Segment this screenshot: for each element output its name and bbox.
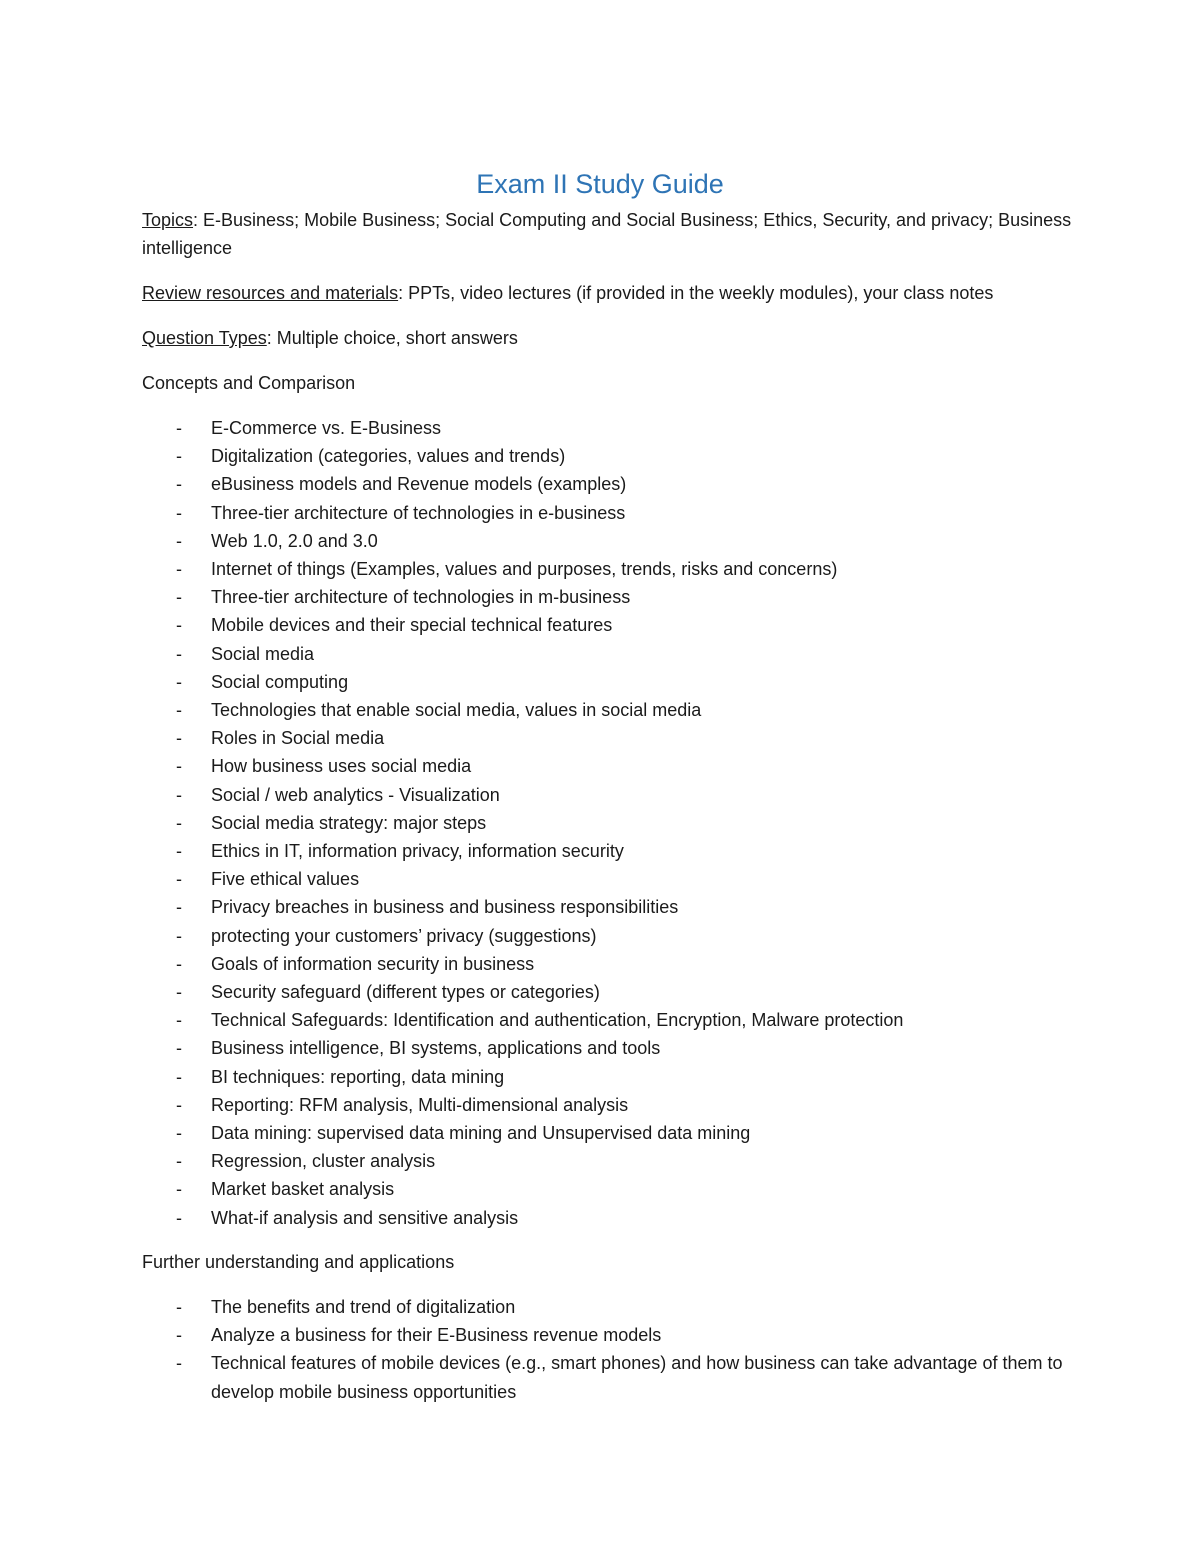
concept-item-text: Data mining: supervised data mining and Unsupervised data mining xyxy=(211,1123,751,1144)
concept-item-text: Regression, cluster analysis xyxy=(211,1151,436,1172)
concept-list-item xyxy=(142,837,1072,865)
concept-list-item xyxy=(142,1034,1072,1062)
bullet-dash: - xyxy=(176,1038,182,1059)
concept-item-text: Reporting: RFM analysis, Multi-dimensional analysis xyxy=(211,1094,629,1115)
concept-list-item xyxy=(142,809,1072,837)
bullet-dash: - xyxy=(176,1296,182,1317)
application-list-item xyxy=(142,1321,1072,1349)
bullet-dash: - xyxy=(176,1094,182,1115)
concept-list-item xyxy=(142,555,1072,583)
concept-item-text: Web 1.0, 2.0 and 3.0 xyxy=(211,530,378,551)
concept-item-text: Social / web analytics - Visualization xyxy=(211,784,500,805)
concept-list-item xyxy=(142,1204,1072,1232)
concept-item-text: BI techniques: reporting, data mining xyxy=(211,1066,505,1087)
concept-list-item xyxy=(142,1091,1072,1119)
bullet-dash: - xyxy=(176,925,182,946)
concept-item-text: Internet of things (Examples, values and purposes, trends, risks and concerns) xyxy=(211,559,838,580)
bullet-dash: - xyxy=(176,1151,182,1172)
concept-list-item xyxy=(142,470,1072,498)
bullet-dash: - xyxy=(176,559,182,580)
bullet-dash: - xyxy=(176,812,182,833)
concept-item-text: Goals of information security in business xyxy=(211,953,535,974)
concept-item-text: Privacy breaches in business and business responsibilities xyxy=(211,897,679,918)
bullet-dash: - xyxy=(176,784,182,805)
concept-list-item xyxy=(142,781,1072,809)
application-item-text: The benefits and trend of digitalization xyxy=(211,1296,516,1317)
bullet-dash: - xyxy=(176,700,182,721)
concept-list-item xyxy=(142,724,1072,752)
bullet-dash: - xyxy=(176,643,182,664)
concept-item-text: Market basket analysis xyxy=(211,1179,395,1200)
bullet-dash: - xyxy=(176,530,182,551)
concept-list-item xyxy=(142,696,1072,724)
concept-list-item xyxy=(142,640,1072,668)
bullet-dash: - xyxy=(176,1010,182,1031)
bullet-dash: - xyxy=(176,756,182,777)
concept-list-item xyxy=(142,1119,1072,1147)
bullet-dash: - xyxy=(176,897,182,918)
concept-list-item xyxy=(142,978,1072,1006)
question-types-text: : Multiple choice, short answers xyxy=(266,328,518,348)
concept-item-text: What-if analysis and sensitive analysis xyxy=(211,1207,519,1228)
application-item-text: Technical features of mobile devices (e.g., smart phones) and how business can take advantage of them to develop mobile business opportunities xyxy=(211,1353,1063,1402)
bullet-dash: - xyxy=(176,728,182,749)
bullet-dash: - xyxy=(176,671,182,692)
topics-paragraph xyxy=(142,206,1072,262)
bullet-dash: - xyxy=(176,1207,182,1228)
concept-item-text: Ethics in IT, information privacy, information security xyxy=(211,841,624,862)
concept-item-text: E-Commerce vs. E-Business xyxy=(211,418,442,438)
question-types-paragraph xyxy=(142,324,1072,352)
concept-list-item xyxy=(142,442,1072,470)
topics-label: Topics xyxy=(142,210,194,230)
concept-item-text: eBusiness models and Revenue models (examples) xyxy=(211,474,627,495)
concept-list-item xyxy=(142,527,1072,555)
concept-item-text: protecting your customers’ privacy (suggestions) xyxy=(211,925,597,946)
application-list-item xyxy=(142,1293,1072,1321)
bullet-dash: - xyxy=(176,1325,182,1346)
bullet-dash: - xyxy=(176,841,182,862)
bullet-dash: - xyxy=(176,1179,182,1200)
resources-paragraph xyxy=(142,279,1072,307)
concepts-heading: Concepts and Comparison xyxy=(142,373,356,393)
bullet-dash: - xyxy=(176,502,182,523)
document-body xyxy=(142,206,1072,1422)
bullet-dash: - xyxy=(176,982,182,1003)
resources-label: Review resources and materials xyxy=(142,283,399,303)
concept-item-text: How business uses social media xyxy=(211,756,472,777)
concept-list-item xyxy=(142,611,1072,639)
topics-text: : E-Business; Mobile Business; Social Computing and Social Business; Ethics, Security, and privacy; Business intelligence xyxy=(142,210,1072,258)
bullet-dash: - xyxy=(176,615,182,636)
concepts-list xyxy=(142,414,1072,1232)
concept-item-text: Business intelligence, BI systems, applications and tools xyxy=(211,1038,661,1059)
concept-list-item xyxy=(142,1175,1072,1203)
concept-item-text: Three-tier architecture of technologies in m-business xyxy=(211,587,631,608)
bullet-dash: - xyxy=(176,587,182,608)
concept-list-item xyxy=(142,414,1072,442)
bullet-dash: - xyxy=(176,1123,182,1144)
concept-list-item xyxy=(142,668,1072,696)
bullet-dash: - xyxy=(176,953,182,974)
bullet-dash: - xyxy=(176,418,182,438)
concept-list-item xyxy=(142,499,1072,527)
application-list-item xyxy=(142,1349,1072,1405)
bullet-dash: - xyxy=(176,474,182,495)
concept-item-text: Digitalization (categories, values and trends) xyxy=(211,446,566,467)
concept-item-text: Three-tier architecture of technologies in e-business xyxy=(211,502,626,523)
concept-item-text: Social media strategy: major steps xyxy=(211,812,487,833)
concept-list-item xyxy=(142,752,1072,780)
concept-item-text: Technologies that enable social media, values in social media xyxy=(211,700,702,721)
concept-item-text: Mobile devices and their special technical features xyxy=(211,615,613,636)
application-item-text: Analyze a business for their E-Business revenue models xyxy=(211,1325,662,1346)
concept-list-item xyxy=(142,1147,1072,1175)
document-title: Exam II Study Guide xyxy=(476,169,724,199)
concept-item-text: Technical Safeguards: Identification and authentication, Encryption, Malware protection xyxy=(211,1010,904,1031)
concept-list-item xyxy=(142,1006,1072,1034)
concept-list-item xyxy=(142,583,1072,611)
bullet-dash: - xyxy=(176,869,182,890)
bullet-dash: - xyxy=(176,1066,182,1087)
concept-item-text: Five ethical values xyxy=(211,869,360,890)
bullet-dash: - xyxy=(176,1353,182,1374)
concept-list-item xyxy=(142,922,1072,950)
applications-list xyxy=(142,1293,1072,1406)
question-types-label: Question Types xyxy=(142,328,267,348)
bullet-dash: - xyxy=(176,446,182,467)
concept-item-text: Security safeguard (different types or categories) xyxy=(211,982,600,1003)
concept-list-item xyxy=(142,950,1072,978)
concept-item-text: Social computing xyxy=(211,671,349,692)
concept-list-item xyxy=(142,1063,1072,1091)
concept-list-item xyxy=(142,865,1072,893)
concept-item-text: Social media xyxy=(211,643,315,664)
applications-heading: Further understanding and applications xyxy=(142,1251,455,1272)
resources-text: : PPTs, video lectures (if provided in the weekly modules), your class notes xyxy=(398,283,994,303)
concept-list-item xyxy=(142,893,1072,921)
concept-item-text: Roles in Social media xyxy=(211,728,385,749)
